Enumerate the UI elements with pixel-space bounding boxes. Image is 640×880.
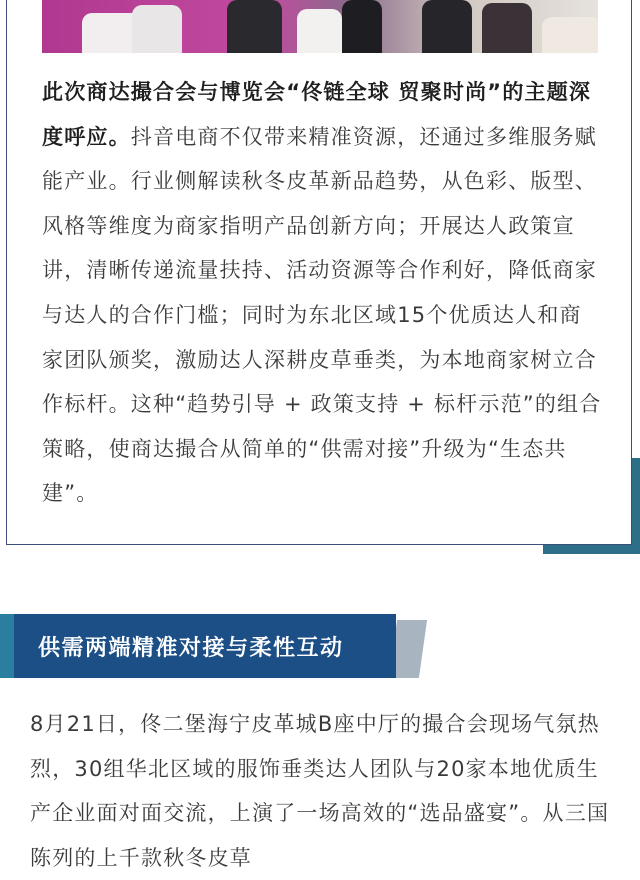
- photo-person: [482, 3, 532, 53]
- section-title: 供需两端精准对接与柔性互动: [38, 635, 344, 661]
- event-photo: [42, 0, 598, 53]
- photo-person: [542, 17, 598, 53]
- paragraph-lead: 此次商达撮合会与博览会“佟链全球 贸聚时尚”的主题深度呼应。: [42, 80, 592, 149]
- photo-person: [297, 9, 342, 53]
- photo-person: [342, 0, 382, 53]
- banner-body: [14, 614, 396, 678]
- photo-person: [132, 5, 182, 53]
- photo-person: [422, 0, 472, 53]
- section-banner: [0, 614, 430, 684]
- photo-person: [227, 0, 282, 53]
- paragraph-event: 8月21日，佟二堡海宁皮革城B座中厅的撮合会现场气氛热烈，30组华北区域的服饰垂类达人团队与20家本地优质生产企业面对面交流，上演了一场高效的“选品盛宴”。从三国陈列的上千款秋冬皮草: [30, 712, 610, 870]
- paragraph-body: 抖音电商不仅带来精准资源，还通过多维服务赋能产业。行业侧解读秋冬皮革新品趋势，从色彩、版型、风格等维度为商家指明产品创新方向；开展达人政策宣讲，清晰传递流量扶持、活动资源等合作利好，降低商家与达人的合作门槛；同时为东北区域15个优质达人和商家团队颁奖，激励达人深耕皮草垂类，为本地商家树立合作标杆。这种“趋势引导 + 政策支持 + 标杆示范”的组合策略，使商达撮合从简单的“供需对接”升级为“生态共建”。: [42, 124, 602, 506]
- paragraph-summary: [42, 70, 602, 516]
